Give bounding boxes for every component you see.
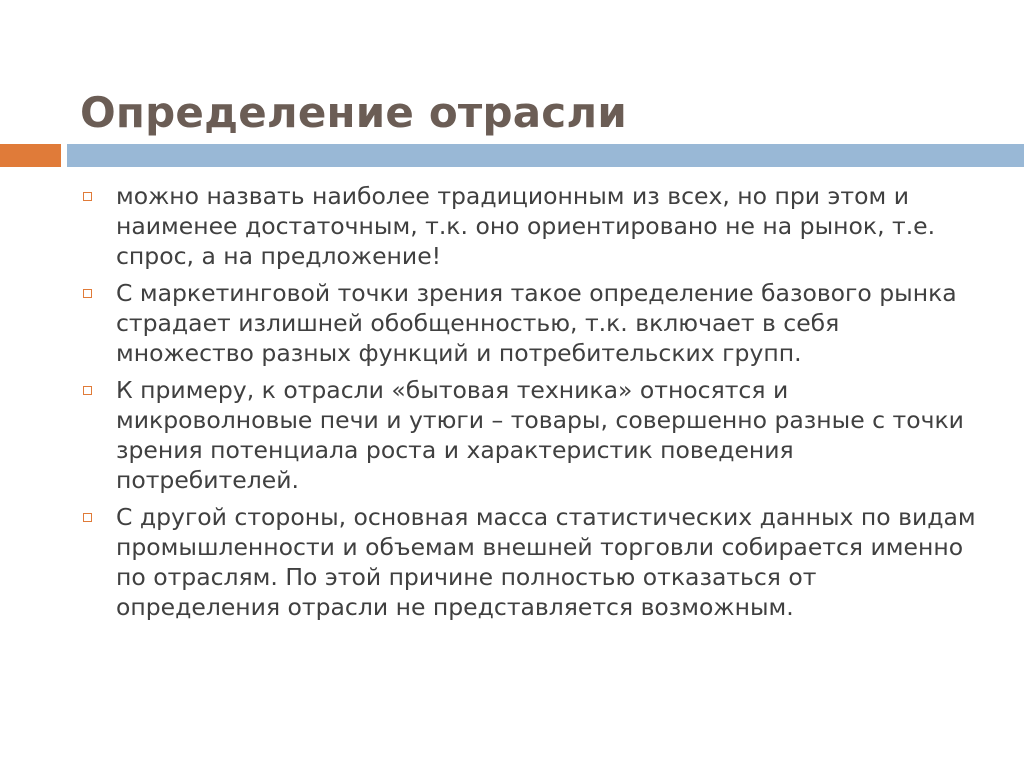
hollow-square-bullet-icon xyxy=(83,289,92,298)
bullet-item xyxy=(82,375,982,495)
bullet-text: К примеру, к отрасли «бытовая техника» относятся и микроволновые печи и утюги – товары, совершенно разные с точки зрения потенциала роста и характеристик поведения потребителей. xyxy=(116,376,964,494)
hollow-square-bullet-icon xyxy=(83,513,92,522)
title-accent-bar xyxy=(0,144,61,167)
bullet-item xyxy=(82,278,982,368)
bullet-item xyxy=(82,181,982,271)
bullet-list xyxy=(82,181,982,629)
hollow-square-bullet-icon xyxy=(83,192,92,201)
bullet-text: можно назвать наиболее традиционным из всех, но при этом и наименее достаточным, т.к. оно ориентировано не на рынок, т.е. спрос, а на предложение! xyxy=(116,182,936,270)
bullet-item xyxy=(82,502,982,622)
hollow-square-bullet-icon xyxy=(83,386,92,395)
slide-title: Определение отрасли xyxy=(80,88,627,137)
title-underline-bar xyxy=(67,144,1024,167)
bullet-text: С маркетинговой точки зрения такое определение базового рынка страдает излишней обобщенностью, т.к. включает в себя множество разных функций и потребительских групп. xyxy=(116,279,957,367)
bullet-text: С другой стороны, основная масса статистических данных по видам промышленности и объемам внешней торговли собирается именно по отраслям. По этой причине полностью отказаться от определения отрасли не представляется возможным. xyxy=(116,503,976,621)
